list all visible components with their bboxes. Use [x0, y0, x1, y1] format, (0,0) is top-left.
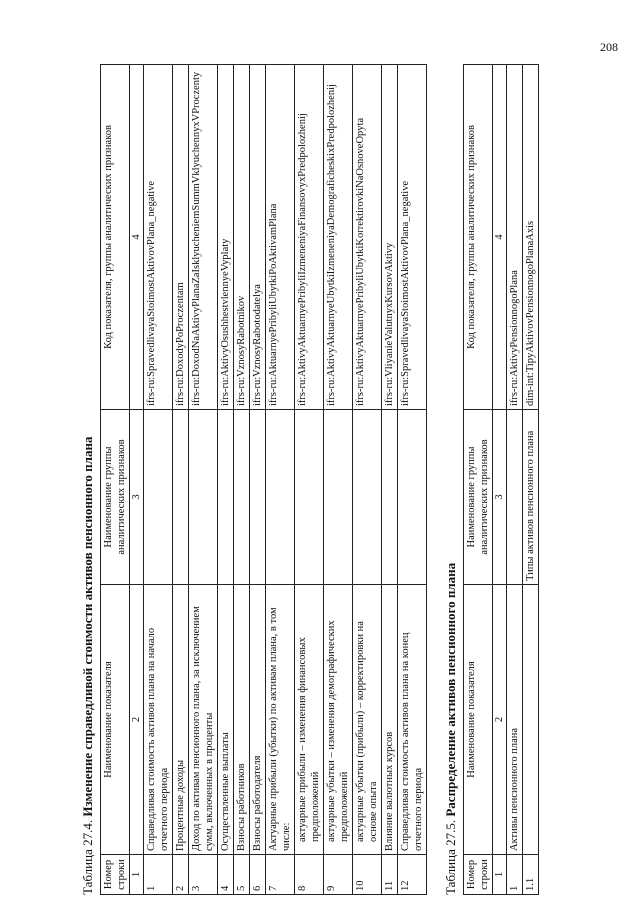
- row-number-cell: 8: [295, 855, 324, 895]
- row-number-cell: 2: [173, 855, 189, 895]
- table-27-5-caption: [443, 15, 459, 895]
- code-cell: ifrs-ru:AktivyAktuarnyeUbytkiIzmeneniyaDemograficheskixPredpolozhenij: [324, 65, 353, 410]
- group-name-cell: [295, 410, 324, 585]
- group-name-cell: [266, 410, 295, 585]
- table-row: [295, 65, 324, 895]
- indicator-name-cell: Доход по активам пенсионного плана, за исключением сумм, включенных в проценты: [189, 585, 218, 855]
- indicator-name-cell: Справедливая стоимость активов плана на начало отчетного периода: [144, 585, 173, 855]
- header-row: [101, 65, 130, 895]
- indicator-name-cell: актуарные убытки – изменения демографических предположений: [324, 585, 353, 855]
- group-name-cell: [382, 410, 398, 585]
- code-cell: ifrs-ru:AktivyAktuarnyePribyliUbytkiKorrektirovkiNaOsnoveOpyta: [353, 65, 382, 410]
- code-cell: ifrs-ru:AktuarnyePribyliUbytkiPoAktivamPlana: [266, 65, 295, 410]
- indicator-name-cell: Осуществленные выплаты: [218, 585, 234, 855]
- table-row: [324, 65, 353, 895]
- group-name-cell: [507, 410, 523, 585]
- header-row-number: Номер строки: [101, 855, 130, 895]
- indicator-name-cell: Справедливая стоимость активов плана на конец отчетного периода: [398, 585, 427, 855]
- row-number-cell: 11: [382, 855, 398, 895]
- table-27-4-body: [144, 65, 427, 895]
- page-number: 208: [600, 40, 618, 54]
- code-cell: ifrs-ru:SpravedlivayaStoimostAktivovPlana_negative: [398, 65, 427, 410]
- header-group-name: Наименование группы аналитических признаков: [101, 410, 130, 585]
- group-name-cell: [144, 410, 173, 585]
- table-row: [266, 65, 295, 895]
- code-cell: ifrs-ru:AktivyPensionnogoPlana: [507, 65, 523, 410]
- rotated-page-content: [80, 15, 640, 895]
- code-cell: ifrs-ru:AktivyAktuarnyePribyliIzmeneniyaFinansovyxPredpolozhenij: [295, 65, 324, 410]
- group-name-cell: [234, 410, 250, 585]
- code-cell: ifrs-ru:VliyanieValutnyxKursovAktivy: [382, 65, 398, 410]
- group-name-cell: [324, 410, 353, 585]
- table-row: [523, 65, 539, 895]
- table-27-5-body: [507, 65, 539, 895]
- row-number-cell: 4: [218, 855, 234, 895]
- code-cell: ifrs-ru:VznosyRabotnikov: [234, 65, 250, 410]
- indicator-name-cell: Взносы работников: [234, 585, 250, 855]
- column-number-row: [493, 65, 507, 895]
- table-row: [234, 65, 250, 895]
- header-row-number: Номер строки: [464, 855, 493, 895]
- group-name-cell: [189, 410, 218, 585]
- row-number-cell: 3: [189, 855, 218, 895]
- indicator-name-cell: актуарные прибыли – изменения финансовых предположений: [295, 585, 324, 855]
- header-indicator-name: Наименование показателя: [101, 585, 130, 855]
- table-row: [507, 65, 523, 895]
- col-number: 1: [493, 855, 507, 895]
- header-code: Код показателя, группы аналитических признаков: [464, 65, 493, 410]
- group-name-cell: [353, 410, 382, 585]
- col-number: 1: [130, 855, 144, 895]
- row-number-cell: 10: [353, 855, 382, 895]
- group-name-cell: Типы активов пенсионного плана: [523, 410, 539, 585]
- header-row: [464, 65, 493, 895]
- col-number: 4: [493, 65, 507, 410]
- indicator-name-cell: [523, 585, 539, 855]
- col-number: 3: [130, 410, 144, 585]
- table-row: [173, 65, 189, 895]
- code-cell: ifrs-ru:DoxodyPoProczentam: [173, 65, 189, 410]
- table-27-4-caption: [80, 15, 96, 895]
- row-number-cell: 1: [507, 855, 523, 895]
- code-cell: dim-int:TipyAktivovPensionnogoPlanaAxis: [523, 65, 539, 410]
- code-cell: ifrs-ru:DoxodNaAktivyPlanaZaIsklyucheniemSummVklyuchennyxVProczenty: [189, 65, 218, 410]
- code-cell: ifrs-ru:AktivyOsushhestvlennyeVyplaty: [218, 65, 234, 410]
- row-number-cell: 5: [234, 855, 250, 895]
- row-number-cell: 12: [398, 855, 427, 895]
- col-number: 2: [493, 585, 507, 855]
- row-number-cell: 1.1: [523, 855, 539, 895]
- row-number-cell: 1: [144, 855, 173, 895]
- col-number: 4: [130, 65, 144, 410]
- code-cell: ifrs-ru:SpravedlivayaStoimostAktivovPlana_negative: [144, 65, 173, 410]
- group-name-cell: [398, 410, 427, 585]
- col-number: 2: [130, 585, 144, 855]
- group-name-cell: [173, 410, 189, 585]
- caption-title: Изменение справедливой стоимости активов пенсионного плана: [80, 436, 95, 817]
- caption-prefix: Таблица 27.4.: [80, 816, 95, 895]
- group-name-cell: [250, 410, 266, 585]
- header-group-name: Наименование группы аналитических признаков: [464, 410, 493, 585]
- indicator-name-cell: Взносы работодателя: [250, 585, 266, 855]
- indicator-name-cell: Влияние валютных курсов: [382, 585, 398, 855]
- row-number-cell: 9: [324, 855, 353, 895]
- caption-prefix: Таблица 27.5.: [443, 816, 458, 895]
- group-name-cell: [218, 410, 234, 585]
- indicator-name-cell: Актуарные прибыли (убытки) по активам плана, в том числе:: [266, 585, 295, 855]
- table-row: [353, 65, 382, 895]
- indicator-name-cell: актуарные убытки (прибыли) – корректировки на основе опыта: [353, 585, 382, 855]
- col-number: 3: [493, 410, 507, 585]
- table-row: [189, 65, 218, 895]
- header-code: Код показателя, группы аналитических признаков: [101, 65, 130, 410]
- indicator-name-cell: Процентные доходы: [173, 585, 189, 855]
- caption-title: Распределение активов пенсионного плана: [443, 562, 458, 817]
- table-27-5: [463, 64, 539, 895]
- table-row: [218, 65, 234, 895]
- table-row: [144, 65, 173, 895]
- table-27-4: [100, 64, 427, 895]
- column-number-row: [130, 65, 144, 895]
- table-row: [250, 65, 266, 895]
- indicator-name-cell: Активы пенсионного плана: [507, 585, 523, 855]
- code-cell: ifrs-ru:VznosyRabotodatelya: [250, 65, 266, 410]
- row-number-cell: 6: [250, 855, 266, 895]
- table-row: [398, 65, 427, 895]
- row-number-cell: 7: [266, 855, 295, 895]
- header-indicator-name: Наименование показателя: [464, 585, 493, 855]
- table-row: [382, 65, 398, 895]
